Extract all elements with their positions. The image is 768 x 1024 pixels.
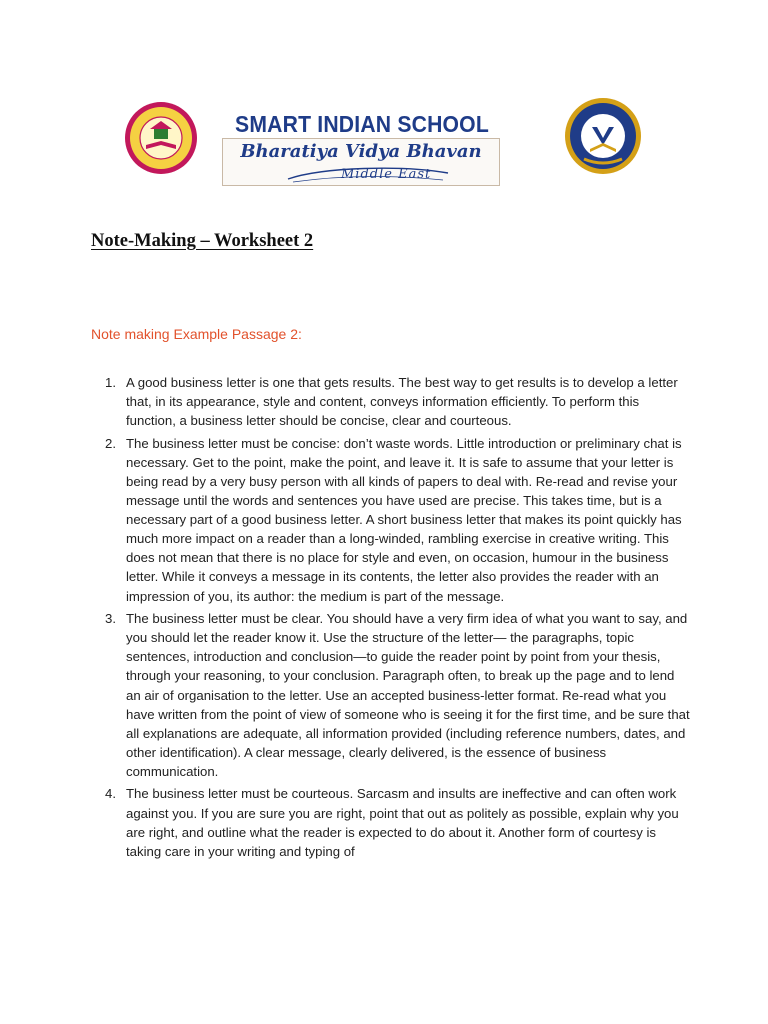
item-number: 3. xyxy=(105,611,116,627)
item-number: 1. xyxy=(105,375,116,390)
school-name: SMART INDIAN SCHOOL xyxy=(235,111,489,137)
item-text: The business letter must be clear. You should have a very firm idea of what you want to say, and you should let the reader know it. Use the structure of the letter— the paragraphs, topic sentences, introduction and conclusion—to guide the reader point by point from your thesis, through your reasoning, to your conclusion. Paragraph often, to break up the page and to lend an air of organisation to the letter. Use an accepted business-letter format. Re-read what you have written from the point of view of someone who is seeing it for the first time, and be sure that all explanations are adequate, all information provided (including reference numbers, dates, and other identification). A clear message, clearly delivered, is the essence of business communication. xyxy=(126,611,690,779)
passage-item xyxy=(91,434,691,606)
example-heading: Note making Example Passage 2: xyxy=(91,326,302,342)
item-text: A good business letter is one that gets results. The best way to get results is to develop a letter that, in its appearance, style and content, conveys information efficiently. To perform this function, a business letter should be concise, clear and courteous. xyxy=(126,375,678,429)
school-region: Middle East xyxy=(341,167,432,182)
item-number: 4. xyxy=(105,786,116,802)
bhavan-emblem-icon xyxy=(564,97,642,175)
item-text: The business letter must be courteous. Sarcasm and insults are ineffective and can often work against you. If you are sure you are right, point that out as politely as possible, explain why you are right, and outline what the reader is expected to do about it. Another form of courtesy is taking care in your writing and typing of xyxy=(126,786,679,859)
school-subtitle: Bharatiya Vidya Bhavan xyxy=(240,141,482,162)
item-number: 2. xyxy=(105,435,116,451)
passage-item xyxy=(91,609,691,781)
item-text: The business letter must be concise: don’t waste words. Little introduction or preliminary chat is necessary. Get to the point, make the point, and leave it. It is safe to assume that your letter is being read by a very busy person with all kinds of papers to deal with. Re-read and revise your message until the words and sentences you have used are precise. This takes time, but is a necessary part of a good business letter. A short business letter that makes its point quickly has much more impact on a reader than a long-winded, rambling exercise in creative writing. This does not mean that there is no place for style and even, on occasion, humour in the business letter. While it conveys a message in its contents, the letter also provides the reader with an impression of you, its author: the medium is part of the message. xyxy=(126,435,682,604)
school-crest-icon xyxy=(124,101,198,175)
passage-list xyxy=(91,373,691,864)
passage-item xyxy=(91,373,691,430)
passage-item xyxy=(91,784,691,860)
school-banner xyxy=(222,138,500,186)
worksheet-title: Note-Making – Worksheet 2 xyxy=(91,231,314,251)
